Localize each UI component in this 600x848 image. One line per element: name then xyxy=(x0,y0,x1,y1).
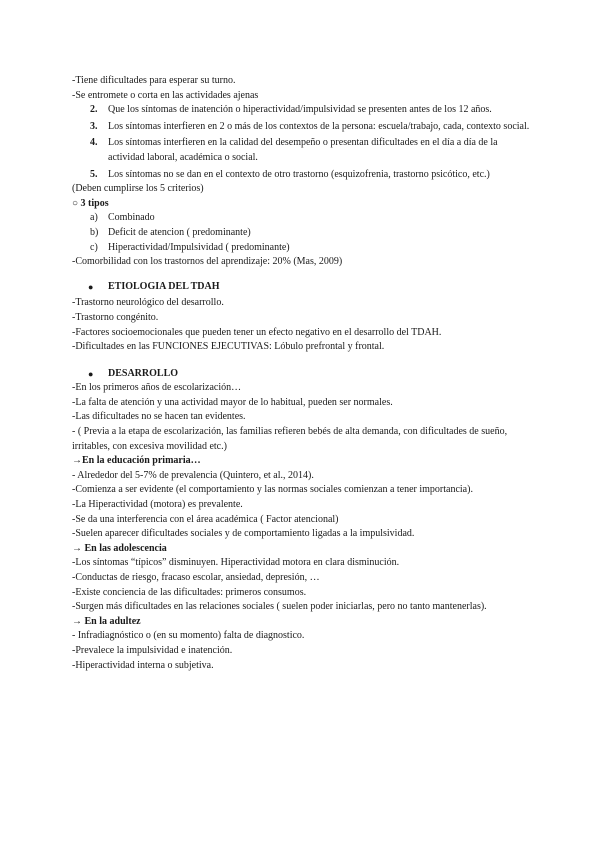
text-line: -Trastorno neurológico del desarrollo. xyxy=(72,297,224,309)
criterion-number: 4. xyxy=(90,137,98,149)
criterion-number: 3. xyxy=(90,120,98,132)
text-line: -Factores socioemocionales que pueden tener un efecto negativo en el desarrollo del TDAH. xyxy=(72,326,442,338)
text-line: -Surgen más dificultades en las relaciones sociales ( suelen poder iniciarlas, pero no tanto mantenerlas). xyxy=(72,601,487,613)
text-line: -Trastorno congénito. xyxy=(72,311,159,323)
text-line: -Las dificultades no se hacen tan evidentes. xyxy=(72,411,246,423)
text-line: -Los síntomas “típicos” disminuyen. Hiperactividad motora en clara disminución. xyxy=(72,557,400,569)
type-label: c) xyxy=(90,241,98,253)
text-line: -Conductas de riesgo, fracaso escolar, ansiedad, depresión, … xyxy=(72,572,320,583)
subheading-primary: →En la educación primaria… xyxy=(72,455,201,467)
text-line: -Existe conciencia de las dificultades: primeros consumos. xyxy=(72,586,307,598)
text-line: -Dificultades en las FUNCIONES EJECUTIVAS: Lóbulo prefrontal y frontal. xyxy=(72,341,385,353)
criterion-number: 5. xyxy=(90,168,98,180)
text-line: -Hiperactividad interna o subjetiva. xyxy=(72,659,214,671)
text-line: -Prevalece la impulsividad e inatención. xyxy=(72,644,233,656)
comorbidity-line: -Comorbilidad con los trastornos del aprendizaje: 20% (Mas, 2009) xyxy=(72,256,343,268)
subheading-adolescence: → En las adolescencia xyxy=(72,542,167,554)
text-line: -Tiene dificultades para esperar su turno. xyxy=(72,75,236,86)
type-item xyxy=(72,211,532,226)
document-body xyxy=(72,74,532,673)
subheading-adulthood: → En la adultez xyxy=(72,615,141,627)
text-line: -Se entromete o corta en las actividades ajenas xyxy=(72,89,259,101)
heading-text: ETIOLOGIA DEL TDAH xyxy=(108,280,220,292)
type-item xyxy=(72,241,532,256)
text-line: -La Hiperactividad (motora) es prevalente. xyxy=(72,499,243,511)
heading-text: DESARROLLO xyxy=(108,367,179,379)
criterion-item xyxy=(72,103,532,118)
type-label: a) xyxy=(90,212,98,224)
criterion-text: Que los síntomas de inatención o hiperactividad/impulsividad se presenten antes de los 12 años. xyxy=(108,104,492,116)
types-heading: ○ 3 tipos xyxy=(72,197,109,209)
criterion-text: Los síntomas no se dan en el contexto de otro trastorno (esquizofrenia, trastorno psicótico, etc.) xyxy=(108,168,490,180)
criterion-item xyxy=(72,136,532,165)
type-text: Combinado xyxy=(108,212,155,224)
criteria-note: (Deben cumplirse los 5 criterios) xyxy=(72,183,204,195)
criterion-item xyxy=(72,120,532,135)
bullet-icon: ● xyxy=(88,281,94,292)
type-label: b) xyxy=(90,226,99,238)
type-item xyxy=(72,226,532,241)
text-line: -La falta de atención y una actividad mayor de lo habitual, pueden ser normales. xyxy=(72,396,393,408)
text-line: -Suelen aparecer dificultades sociales y de comportamiento ligadas a la impulsividad. xyxy=(72,528,415,540)
text-line: - Infradiagnóstico o (en su momento) falta de diagnostico. xyxy=(72,630,305,642)
criterion-number: 2. xyxy=(90,104,98,116)
section-heading-etiology xyxy=(72,280,532,295)
section-heading-development xyxy=(72,367,532,382)
criterion-item xyxy=(72,168,532,183)
text-line: - Alrededor del 5-7% de prevalencia (Quintero, et al., 2014). xyxy=(72,469,314,481)
text-line: -Se da una interferencia con el área académica ( Factor atencional) xyxy=(72,513,339,525)
type-text: Deficit de atencion ( predominante) xyxy=(108,226,251,238)
text-line: -En los primeros años de escolarización… xyxy=(72,382,242,394)
text-line: - ( Previa a la etapa de escolarización, las familias refieren bebés de alta demanda, con dificultades de sueño, irritables, con excesiva movilidad etc.) xyxy=(72,426,508,452)
criterion-text: Los síntomas interfieren en 2 o más de los contextos de la persona: escuela/trabajo, cada, contexto social. xyxy=(108,120,530,132)
criterion-text: Los síntomas interfieren en la calidad del desempeño o presentan dificultades en el día a día de la actividad laboral, académica o social. xyxy=(108,137,498,163)
text-line: -Comienza a ser evidente (el comportamiento y las normas sociales comienzan a tener importancia). xyxy=(72,484,473,496)
bullet-icon: ● xyxy=(88,368,94,379)
type-text: Hiperactividad/Impulsividad ( predominante) xyxy=(108,241,290,253)
